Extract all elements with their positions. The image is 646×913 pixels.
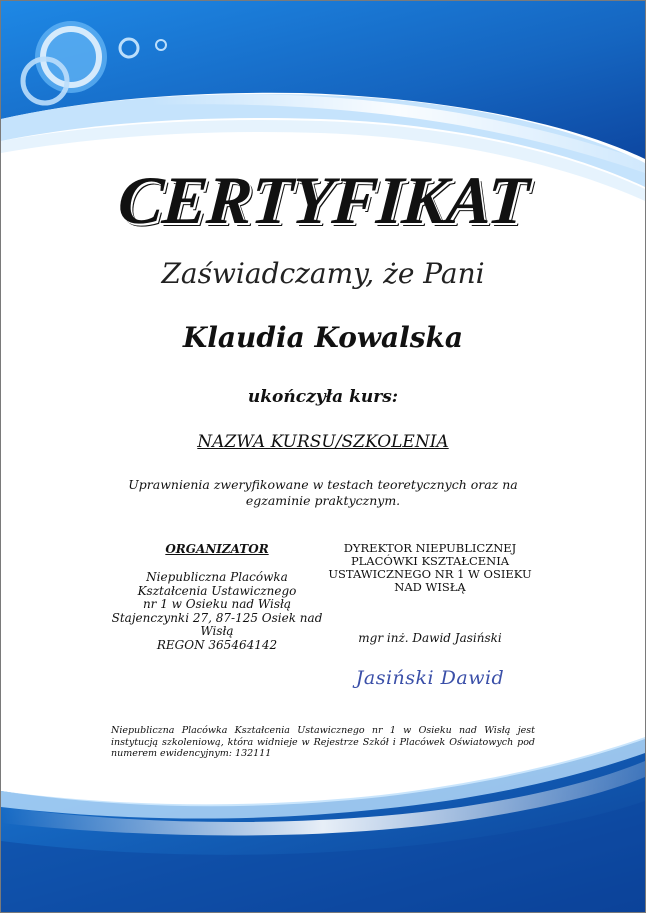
organizer-line-1: Niepubliczna Placówka	[146, 570, 288, 584]
course-name: NAZWA KURSU/SZKOLENIA	[197, 432, 449, 452]
director-signature: Jasiński Dawid	[355, 667, 505, 689]
organizer-line-2: Kształcenia Ustawicznego	[137, 583, 297, 598]
organizer-details	[105, 571, 329, 652]
background-decoration	[1, 1, 645, 912]
certificate-title: CERTYFIKAT	[115, 162, 531, 238]
director-heading: DYREKTOR NIEPUBLICZNEJ PLACÓWKI KSZTAŁCENIA USTAWICZNEGO NR 1 W OSIEKU NAD WISŁĄ	[328, 541, 532, 594]
organizer-heading: ORGANIZATOR	[165, 542, 269, 556]
registry-footnote: Niepubliczna Placówka Kształcenia Ustawicznego nr 1 w Osieku nad Wisłą jest instytucją szkoleniową, która widnieje w Rejestrze Szkół i Placówek Oświatowych pod numerem ewidencyjnym: 132111	[111, 725, 535, 759]
organizer-line-3: nr 1 w Osieku nad Wisłą	[142, 597, 292, 611]
recipient-name: Klaudia Kowalska	[182, 321, 464, 354]
completed-label: ukończyła kurs:	[247, 387, 399, 407]
organizer-regon: REGON 365464142	[156, 637, 278, 652]
director-name: mgr inż. Dawid Jasiński	[358, 631, 502, 645]
certificate-lead: Zaświadczamy, że Pani	[161, 257, 485, 290]
organizer-address: Stajenczynki 27, 87-125 Osiek nad Wisłą	[111, 610, 323, 638]
rights-text: Uprawnienia zweryfikowane w testach teoretycznych oraz na egzaminie praktycznym.	[128, 477, 518, 508]
